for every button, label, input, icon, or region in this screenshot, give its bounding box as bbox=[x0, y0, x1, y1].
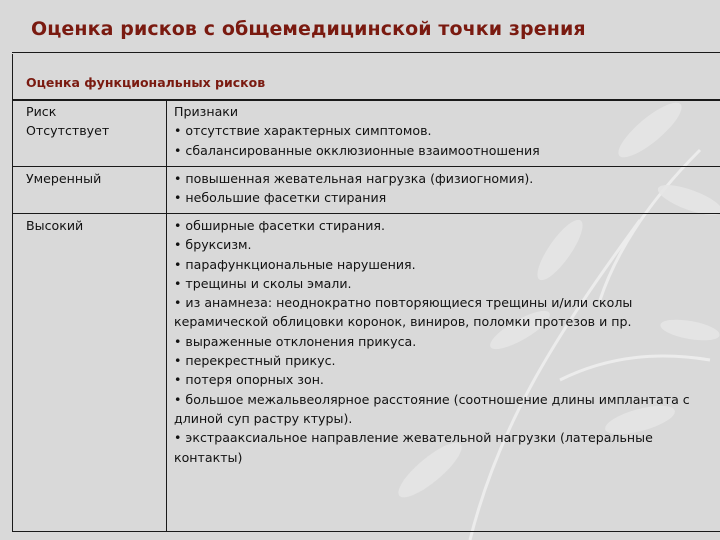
sign-item: • из анамнеза: неоднократно повторяющиеся трещины и/или сколы керамической облицовки коронок, виниров, поломки протезов и пр. bbox=[174, 295, 633, 330]
risk-level: Умеренный bbox=[26, 171, 102, 186]
header-risk: Риск bbox=[26, 104, 57, 119]
table-cell-signs bbox=[174, 169, 710, 208]
header-signs: Признаки bbox=[174, 104, 239, 119]
risk-level: Высокий bbox=[26, 218, 84, 233]
sign-item: • повышенная жевательная нагрузка (физиогномия). bbox=[174, 171, 534, 186]
sign-item: • перекрестный прикус. bbox=[174, 353, 336, 369]
table-row-divider bbox=[12, 166, 720, 167]
table-subtitle: Оценка функциональных рисков bbox=[26, 75, 266, 90]
table-column-divider bbox=[166, 100, 167, 532]
sign-item: • парафункциональные нарушения. bbox=[174, 256, 416, 272]
sign-item: • обширные фасетки стирания. bbox=[174, 218, 385, 233]
sign-item: • трещины и сколы эмали. bbox=[174, 275, 352, 291]
sign-item: • сбалансированные окклюзионные взаимоотношения bbox=[174, 142, 540, 158]
risk-level: Отсутствует bbox=[26, 123, 110, 139]
table-cell-signs bbox=[174, 102, 710, 160]
table-cell-risk bbox=[26, 216, 161, 235]
table-cell-risk bbox=[26, 102, 161, 141]
table-cell-signs bbox=[174, 216, 710, 467]
sign-item: • большое межальвеолярное расстояние (соотношение длины имплантата с длиной суп растру ктуры). bbox=[174, 391, 690, 426]
table-border-top bbox=[12, 99, 720, 101]
table-border-bottom bbox=[12, 531, 720, 532]
sign-item: • небольшие фасетки стирания bbox=[174, 190, 387, 206]
table-row-divider bbox=[12, 213, 720, 214]
sign-item: • бруксизм. bbox=[174, 237, 252, 253]
title-divider bbox=[12, 52, 720, 53]
sign-item: • выраженные отклонения прикуса. bbox=[174, 333, 417, 349]
sign-item: • экстрааксиальное направление жевательной нагрузки (латеральные контакты) bbox=[174, 430, 653, 465]
sign-item: • потеря опорных зон. bbox=[174, 372, 324, 388]
table-cell-risk bbox=[26, 169, 161, 188]
page-title: Оценка рисков с общемедицинской точки зрения bbox=[31, 18, 586, 40]
sign-item: • отсутствие характерных симптомов. bbox=[174, 123, 432, 139]
